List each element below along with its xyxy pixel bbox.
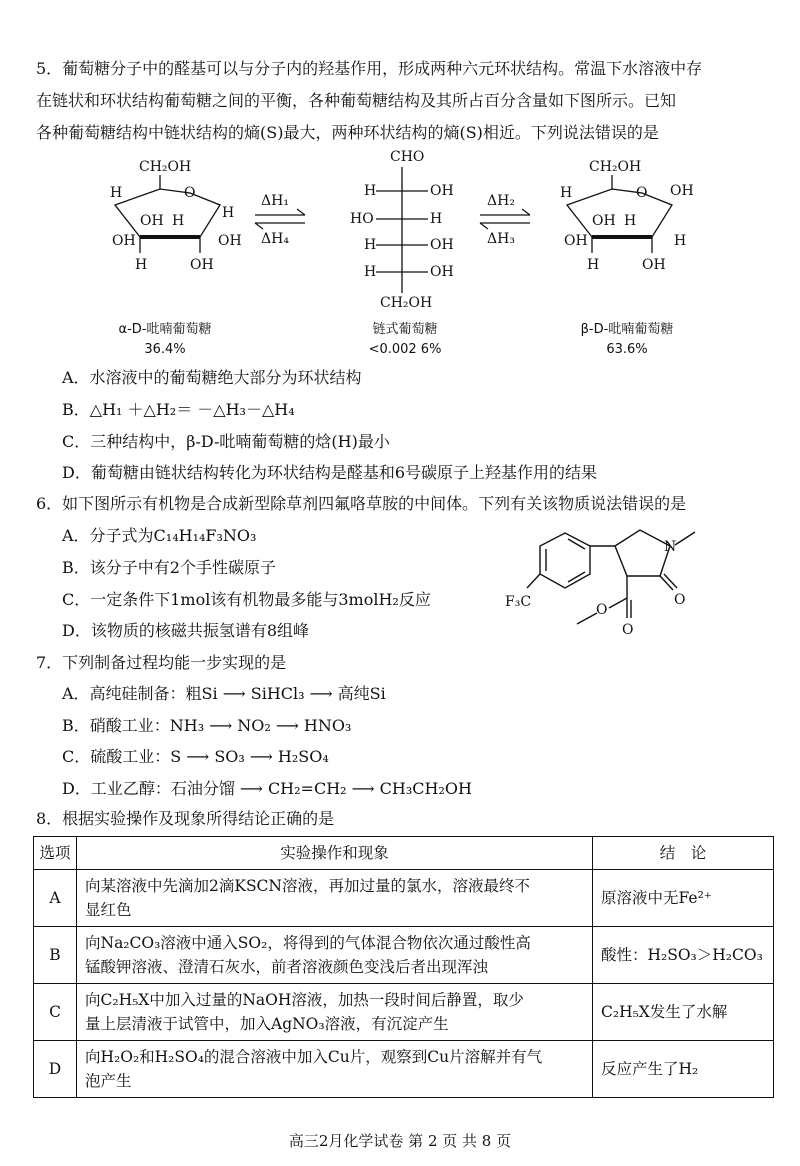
row-conclusion: 酸性：H₂SO₃＞H₂CO₃ bbox=[593, 927, 774, 984]
svg-text:OH: OH bbox=[564, 233, 588, 249]
svg-text:H: H bbox=[587, 257, 600, 273]
svg-text:O: O bbox=[596, 602, 608, 618]
q7-stem: 7．下列制备过程均能一步实现的是 bbox=[36, 653, 287, 672]
row-operation-line: 泡产生 bbox=[85, 1072, 132, 1090]
q5-stem-line-3: 各种葡萄糖结构中链状结构的熵(S)最大，两种环状结构的熵(S)相近。下列说法错误的是 bbox=[36, 123, 659, 142]
row-operation bbox=[77, 870, 593, 927]
row-operation bbox=[77, 927, 593, 984]
alpha-glucose-percent: 36.4% bbox=[144, 342, 186, 357]
row-operation-line: 向C₂H₅X中加入过量的NaOH溶液，加热一段时间后静置，取少 bbox=[85, 991, 524, 1009]
equilibrium-arrows-2 bbox=[480, 193, 530, 247]
q6-option-b: B．该分子中有2个手性碳原子 bbox=[62, 558, 276, 577]
table-header-row bbox=[34, 837, 774, 870]
svg-text:OH: OH bbox=[592, 213, 616, 229]
svg-text:OH: OH bbox=[430, 183, 454, 199]
svg-text:ΔH₂: ΔH₂ bbox=[487, 193, 515, 209]
svg-text:CHO: CHO bbox=[390, 149, 425, 165]
row-operation-line: 量上层清液于试管中，加入AgNO₃溶液，有沉淀产生 bbox=[85, 1015, 449, 1033]
q7-option-c: C．硫酸工业：S ⟶ SO₃ ⟶ H₂SO₄ bbox=[62, 747, 329, 766]
chain-glucose-percent: <0.002 6% bbox=[368, 342, 442, 357]
svg-text:H: H bbox=[364, 183, 377, 199]
q5-option-b: B．△H₁ ＋△H₂＝ －△H₃－△H₄ bbox=[62, 400, 295, 419]
header-operation: 实验操作和现象 bbox=[77, 837, 593, 870]
svg-text:F₃C: F₃C bbox=[505, 594, 532, 610]
chain-glucose-structure bbox=[350, 149, 454, 311]
svg-text:O: O bbox=[674, 592, 686, 608]
row-operation bbox=[77, 1041, 593, 1098]
svg-text:OH: OH bbox=[430, 264, 454, 280]
svg-text:H: H bbox=[364, 264, 377, 280]
svg-text:H: H bbox=[135, 257, 148, 273]
svg-text:OH: OH bbox=[642, 257, 666, 273]
svg-text:CH₂OH: CH₂OH bbox=[380, 295, 433, 311]
q6-molecule-structure bbox=[505, 518, 725, 636]
q5-option-a: A．水溶液中的葡萄糖绝大部分为环状结构 bbox=[62, 368, 362, 387]
table-row bbox=[34, 927, 774, 984]
svg-text:O: O bbox=[184, 185, 196, 201]
q7-option-a: A．高纯硅制备：粗Si ⟶ SiHCl₃ ⟶ 高纯Si bbox=[62, 684, 386, 703]
row-conclusion: C₂H₅X发生了水解 bbox=[593, 984, 774, 1041]
row-option: D bbox=[34, 1041, 77, 1098]
header-option: 选项 bbox=[34, 837, 77, 870]
svg-text:H: H bbox=[364, 237, 377, 253]
row-operation bbox=[77, 984, 593, 1041]
q5-stem-line-2: 在链状和环状结构葡萄糖之间的平衡，各种葡萄糖结构及其所占百分含量如下图所示。已知 bbox=[36, 91, 677, 110]
row-operation-line: 向H₂O₂和H₂SO₄的混合溶液中加入Cu片，观察到Cu片溶解并有气 bbox=[85, 1048, 543, 1066]
glucose-equilibrium-figure bbox=[0, 145, 800, 320]
row-operation-line: 锰酸钾溶液、澄清石灰水，前者溶液颜色变浅后者出现浑浊 bbox=[85, 958, 489, 976]
svg-text:CH₂OH: CH₂OH bbox=[589, 159, 642, 175]
svg-text:ΔH₁: ΔH₁ bbox=[261, 193, 289, 209]
svg-text:H: H bbox=[624, 213, 637, 229]
header-conclusion: 结 论 bbox=[593, 837, 774, 870]
svg-text:H: H bbox=[430, 211, 443, 227]
q7-option-b: B．硝酸工业：NH₃ ⟶ NO₂ ⟶ HNO₃ bbox=[62, 716, 352, 735]
svg-text:H: H bbox=[110, 185, 123, 201]
table-row bbox=[34, 984, 774, 1041]
beta-glucose-name: β-D-吡喃葡萄糖 bbox=[580, 322, 674, 337]
svg-text:OH: OH bbox=[140, 213, 164, 229]
row-conclusion: 反应产生了H₂ bbox=[593, 1041, 774, 1098]
q5-stem-line-1: 5．葡萄糖分子中的醛基可以与分子内的羟基作用，形成两种六元环状结构。常温下水溶液中存 bbox=[36, 59, 703, 78]
svg-text:H: H bbox=[172, 213, 185, 229]
q6-option-d: D．该物质的核磁共振氢谱有8组峰 bbox=[62, 621, 310, 640]
svg-text:ΔH₄: ΔH₄ bbox=[261, 231, 289, 247]
q5-option-c: C．三种结构中，β-D-吡喃葡萄糖的焓(H)最小 bbox=[62, 432, 390, 451]
table-row bbox=[34, 1041, 774, 1098]
svg-text:H: H bbox=[222, 205, 235, 221]
q6-option-c: C．一定条件下1mol该有机物最多能与3molH₂反应 bbox=[62, 590, 431, 609]
beta-glucose-percent: 63.6% bbox=[606, 342, 648, 357]
svg-text:O: O bbox=[636, 185, 648, 201]
beta-glucose-structure bbox=[560, 159, 694, 273]
svg-text:OH: OH bbox=[670, 183, 694, 199]
svg-text:OH: OH bbox=[430, 237, 454, 253]
svg-text:OH: OH bbox=[218, 233, 242, 249]
q8-stem: 8．根据实验操作及现象所得结论正确的是 bbox=[36, 809, 335, 828]
svg-text:H: H bbox=[560, 185, 573, 201]
page-footer: 高三2月化学试卷 第 2 页 共 8 页 bbox=[288, 1132, 512, 1150]
svg-text:O: O bbox=[622, 622, 634, 636]
q6-stem: 6．如下图所示有机物是合成新型除草剂四氟咯草胺的中间体。下列有关该物质说法错误的是 bbox=[36, 494, 687, 513]
q5-option-d: D．葡萄糖由链状结构转化为环状结构是醛基和6号碳原子上羟基作用的结果 bbox=[62, 463, 598, 482]
svg-text:OH: OH bbox=[112, 233, 136, 249]
svg-text:N: N bbox=[664, 539, 677, 555]
q8-experiment-table bbox=[33, 836, 774, 1098]
svg-text:OH: OH bbox=[190, 257, 214, 273]
row-operation-line: 向Na₂CO₃溶液中通入SO₂，将得到的气体混合物依次通过酸性高 bbox=[85, 934, 531, 952]
table-row bbox=[34, 870, 774, 927]
row-operation-line: 显红色 bbox=[85, 901, 132, 919]
q7-option-d: D．工业乙醇：石油分馏 ⟶ CH₂=CH₂ ⟶ CH₃CH₂OH bbox=[62, 779, 472, 798]
row-option: A bbox=[34, 870, 77, 927]
svg-text:ΔH₃: ΔH₃ bbox=[487, 231, 515, 247]
chain-glucose-name: 链式葡萄糖 bbox=[372, 322, 438, 337]
q6-option-a: A．分子式为C₁₄H₁₄F₃NO₃ bbox=[62, 526, 257, 545]
alpha-glucose-name: α-D-吡喃葡萄糖 bbox=[118, 322, 212, 337]
row-option: B bbox=[34, 927, 77, 984]
svg-text:CH₂OH: CH₂OH bbox=[139, 159, 192, 175]
row-option: C bbox=[34, 984, 77, 1041]
svg-text:HO: HO bbox=[350, 211, 374, 227]
alpha-glucose-structure bbox=[110, 159, 242, 273]
row-operation-line: 向某溶液中先滴加2滴KSCN溶液，再加过量的氯水，溶液最终不 bbox=[85, 877, 530, 895]
equilibrium-arrows-1 bbox=[255, 193, 305, 247]
row-conclusion: 原溶液中无Fe²⁺ bbox=[593, 870, 774, 927]
svg-text:H: H bbox=[674, 233, 687, 249]
